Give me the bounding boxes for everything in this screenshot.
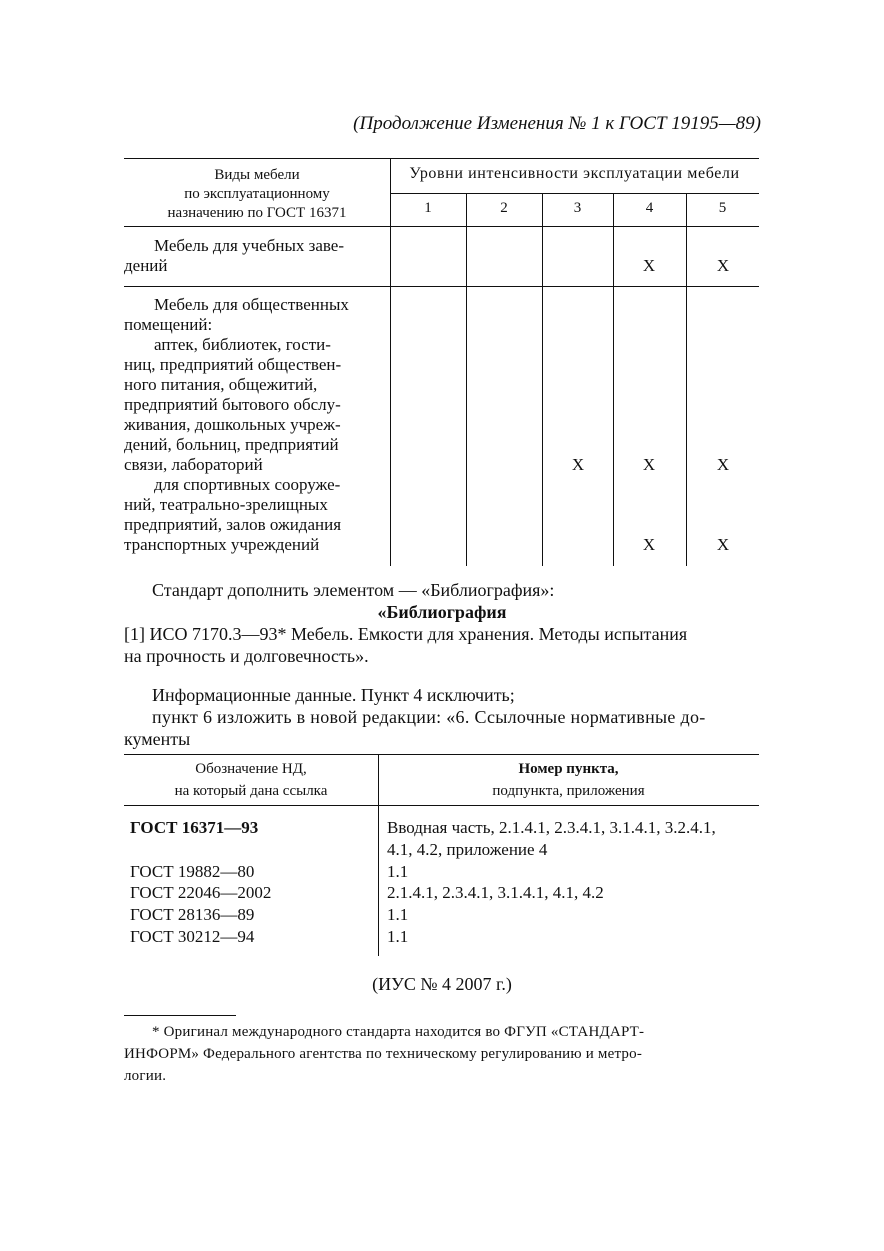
table-rule: [124, 158, 759, 159]
level-5-mark: X: [716, 256, 730, 275]
header-line: на который дана ссылка: [174, 783, 328, 799]
public-premises-furniture-row: [124, 295, 386, 555]
row-text-line: дений, больниц, предприятий: [124, 435, 339, 454]
header-line: по эксплуатационному: [184, 186, 330, 202]
table-rule: [686, 193, 687, 566]
level-4-mark: X: [642, 535, 656, 554]
footnote-line2: ИНФОРМ» Федерального агентства по техническому регулированию и метро-: [124, 1046, 643, 1062]
row-text-line: ниц, предприятий обществен-: [124, 355, 342, 374]
clause-reference: Вводная часть, 2.1.4.1, 2.3.4.1, 3.1.4.1, 3.2.4.1,: [387, 818, 716, 837]
row-text-line: транспортных учреждений: [124, 535, 320, 554]
row-text-line: предприятий, залов ожидания: [124, 515, 342, 534]
furniture-usage-table: [124, 158, 759, 566]
doc-designation-header: [124, 758, 378, 802]
table-rule: [124, 226, 759, 227]
bibliography-entry-line2: на прочность и долговечность».: [124, 646, 369, 666]
info-data-line3: кументы: [124, 729, 191, 749]
row-text-line: ний, театрально-зрелищных: [124, 495, 328, 514]
level-4-mark: X: [642, 455, 656, 474]
table-rule: [613, 193, 614, 566]
ius-reference: (ИУС № 4 2007 г.): [372, 974, 512, 994]
furniture-type-header: [124, 166, 390, 223]
level-2-header: 2: [500, 200, 508, 216]
doc-designation: ГОСТ 22046—2002: [130, 883, 272, 902]
row-text-line: аптек, библиотек, гости-: [154, 335, 331, 354]
table-rule: [390, 158, 391, 566]
row-text-line: Мебель для учебных заве-: [154, 236, 345, 255]
level-4-mark: X: [642, 256, 656, 275]
row-text-line: предприятий бытового обслу-: [124, 395, 341, 414]
footnote-line3: логии.: [124, 1068, 167, 1084]
row-text-line: дений: [124, 256, 168, 275]
row-text-line: для спортивных сооруже-: [154, 475, 341, 494]
row-text-line: живания, дошкольных учреж-: [124, 415, 341, 434]
doc-designation: ГОСТ 19882—80: [130, 862, 255, 881]
footnote-line1: * Оригинал международного стандарта находится во ФГУП «СТАНДАРТ-: [152, 1024, 645, 1040]
clause-reference: 1.1: [387, 927, 409, 946]
header-line: Виды мебели: [214, 167, 300, 183]
clause-number-header: [378, 758, 759, 802]
doc-designation: ГОСТ 28136—89: [130, 905, 255, 924]
row-text-line: связи, лабораторий: [124, 455, 263, 474]
continuation-header: (Продолжение Изменения № 1 к ГОСТ 19195—89): [353, 113, 761, 134]
table-rule: [124, 286, 759, 287]
header-line: Обозначение НД,: [195, 761, 307, 777]
level-5-mark: X: [716, 455, 730, 474]
bibliography-title: «Библиография: [377, 602, 507, 622]
intensity-levels-header: Уровни интенсивности эксплуатации мебели: [409, 165, 740, 182]
header-line: назначению по ГОСТ 16371: [167, 205, 347, 221]
table-rule: [390, 193, 759, 194]
level-4-header: 4: [645, 200, 654, 216]
doc-designation: ГОСТ 16371—93: [130, 818, 259, 837]
table-rule: [124, 805, 759, 806]
table-rule: [542, 193, 543, 566]
row-text-line: Мебель для общественных: [154, 295, 349, 314]
level-3-header: 3: [573, 200, 582, 216]
educational-furniture-row: [124, 236, 386, 276]
clause-reference: 4.1, 4.2, приложение 4: [387, 840, 548, 859]
header-line: подпункта, приложения: [492, 783, 645, 799]
info-data-line1: Информационные данные. Пункт 4 исключить;: [152, 685, 515, 705]
header-line: Номер пункта,: [518, 761, 619, 777]
doc-designation: ГОСТ 30212—94: [130, 927, 255, 946]
footnote-separator: [124, 1015, 236, 1016]
clause-reference: 1.1: [387, 862, 409, 881]
level-5-header: 5: [718, 200, 727, 216]
clause-reference: 1.1: [387, 905, 409, 924]
info-data-line2: пункт 6 изложить в новой редакции: «6. Ссылочные нормативные до-: [152, 707, 706, 727]
level-3-mark: X: [571, 455, 585, 474]
row-text-line: помещений:: [124, 315, 213, 334]
normative-references-table: [124, 754, 759, 956]
bibliography-instruction: Стандарт дополнить элементом — «Библиография»:: [152, 580, 555, 600]
clause-reference: 2.1.4.1, 2.3.4.1, 3.1.4.1, 4.1, 4.2: [387, 883, 604, 902]
row-text-line: ного питания, общежитий,: [124, 375, 318, 394]
table-rule: [124, 754, 759, 755]
level-5-mark: X: [716, 535, 730, 554]
table-rule: [466, 193, 467, 566]
bibliography-entry-line1: [1] ИСО 7170.3—93* Мебель. Емкости для хранения. Методы испытания: [124, 624, 688, 644]
level-1-header: 1: [424, 200, 432, 216]
